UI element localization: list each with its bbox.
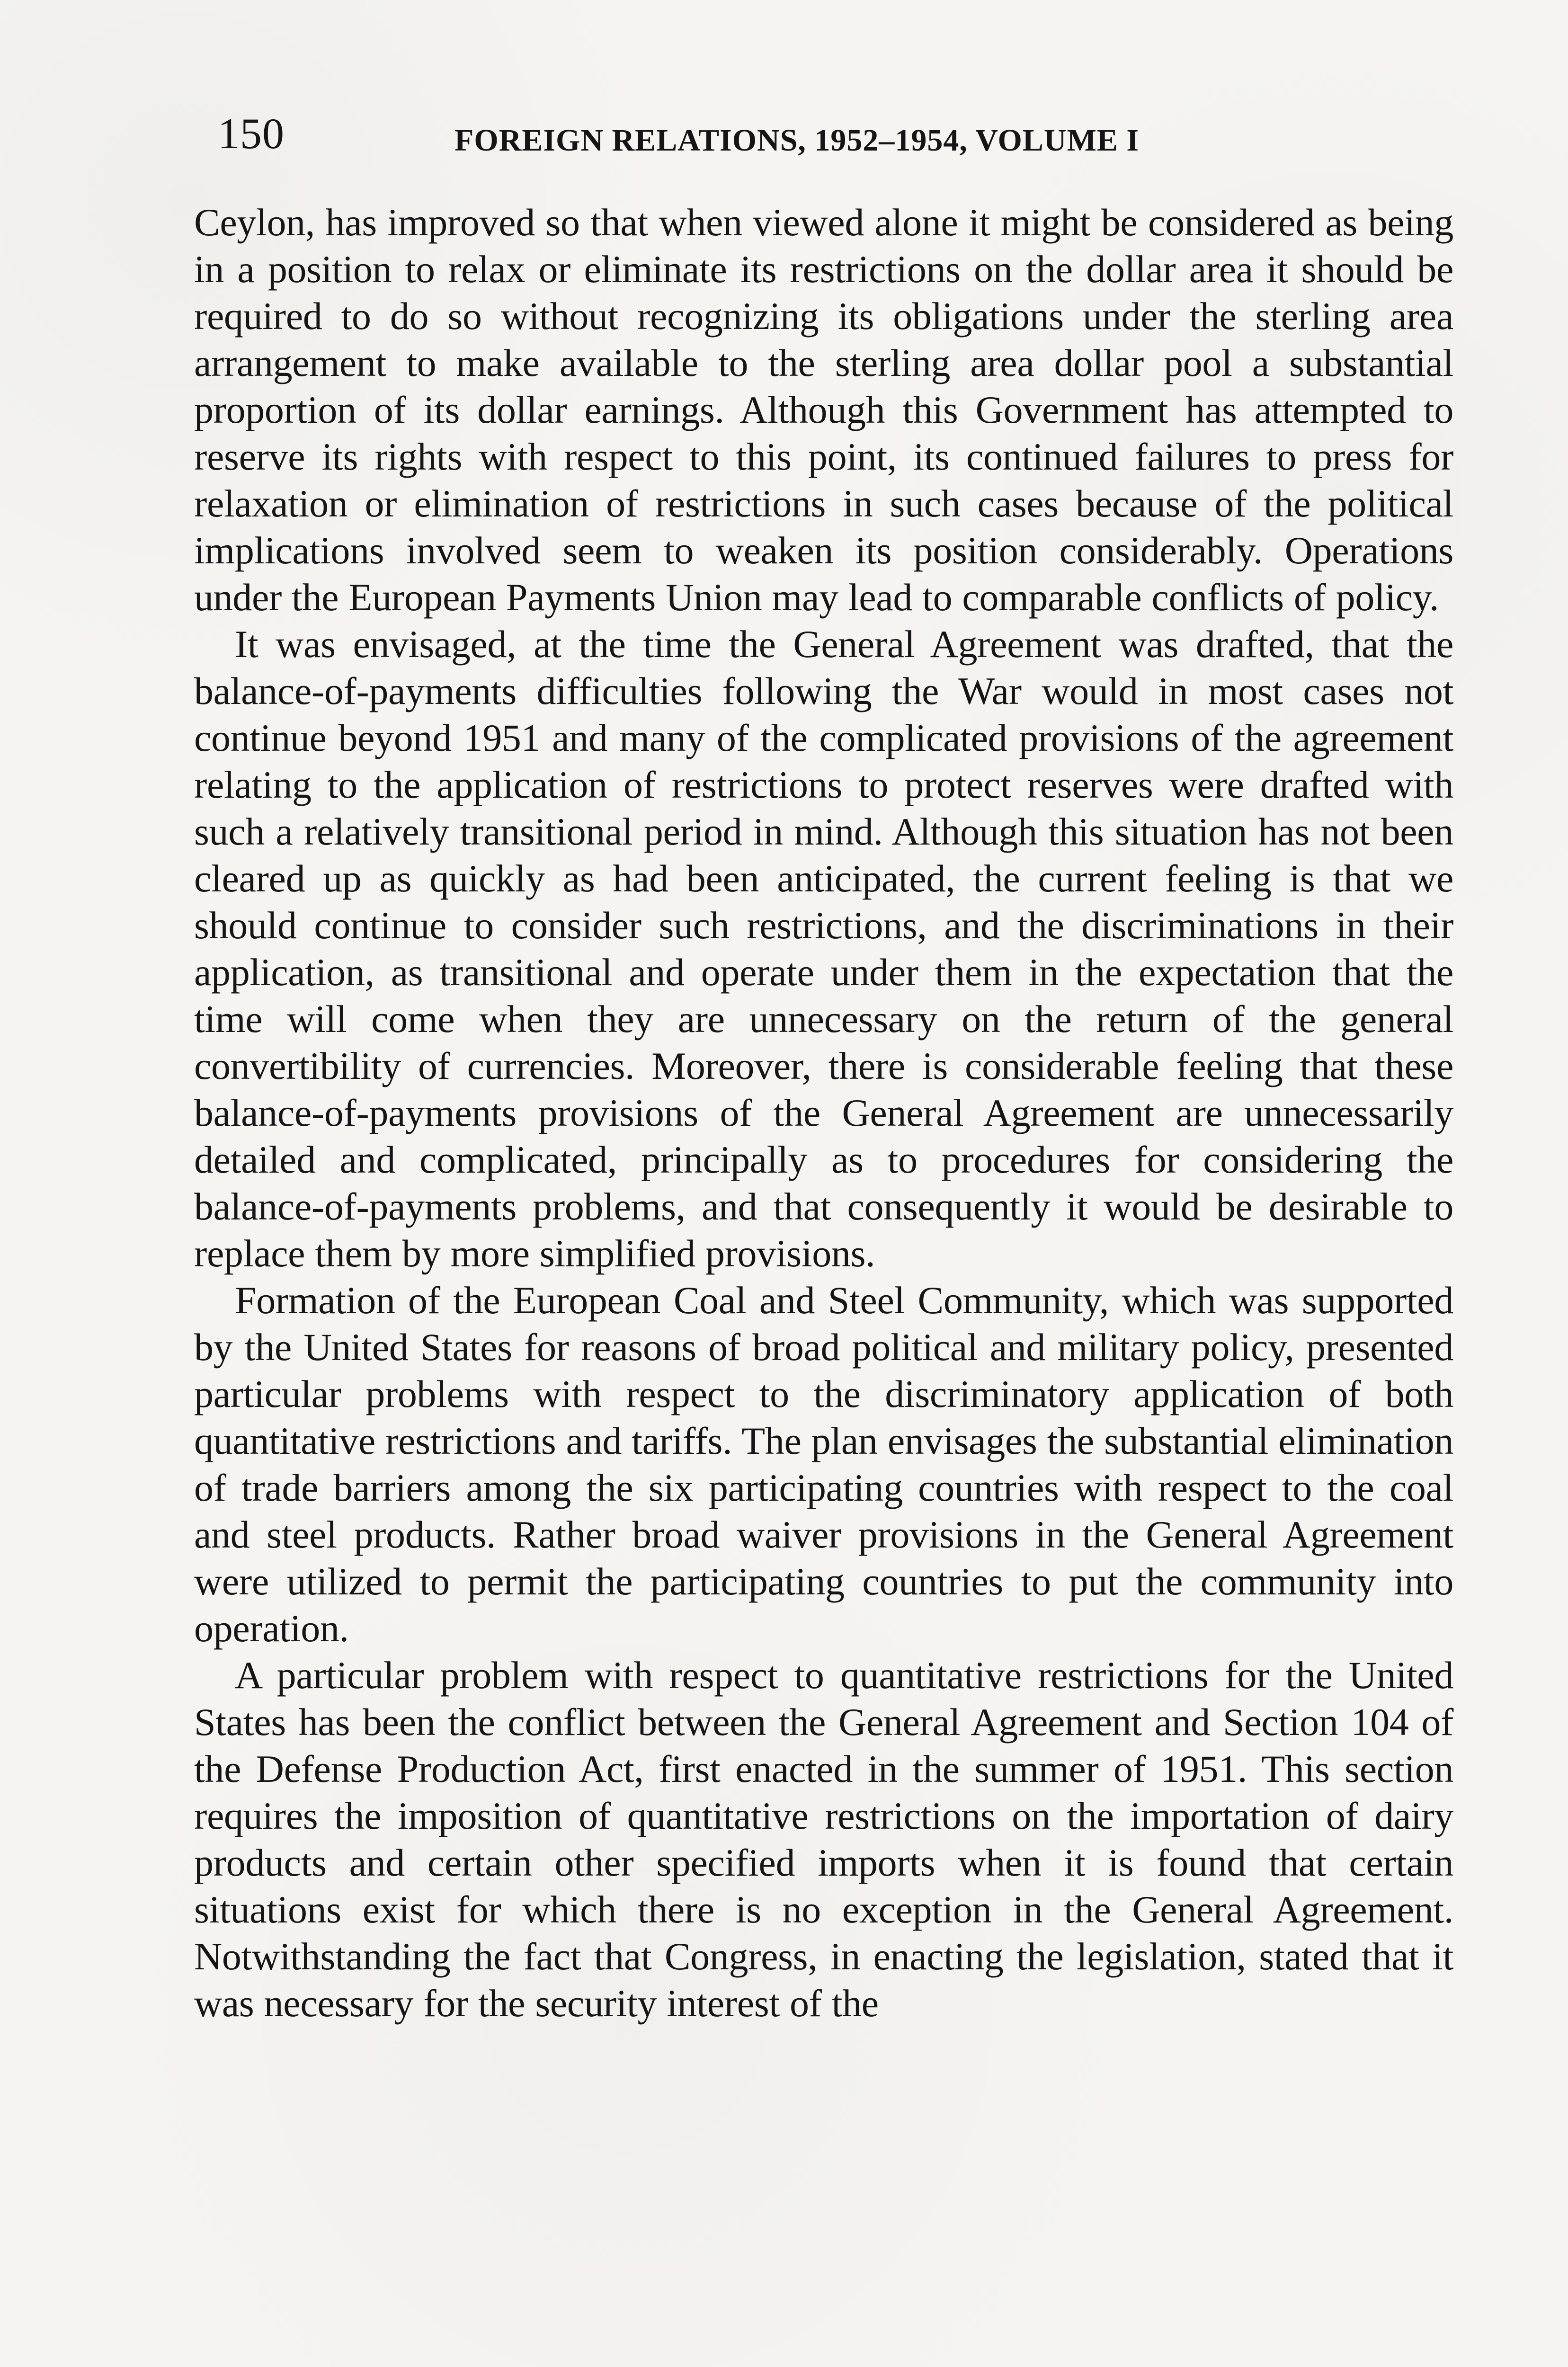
body-text	[194, 199, 1453, 2027]
page-header	[218, 110, 1439, 162]
paragraph-general-agreement: It was envisaged, at the time the General Agreement was drafted, that the balance-of-payments difficulties following the War would in most cases not continue beyond 1951 and many of the complicated provisions of the agreement relating to the application of restrictions to protect reserves were drafted with such a relatively transitional period in mind. Although this situation has not been cleared up as quickly as had been anticipated, the current feeling is that we should continue to consider such restrictions, and the discriminations in their application, as transitional and operate under them in the expectation that the time will come when they are unnecessary on the return of the general convertibility of currencies. Moreover, there is considerable feeling that these balance-of-payments provisions of the General Agreement are unnecessarily detailed and complicated, principally as to procedures for considering the balance-of-payments problems, and that consequently it would be desirable to replace them by more simplified provisions.	[194, 623, 1453, 1275]
paragraph-defense-production-act: A particular problem with respect to quantitative restrictions for the United States has been the conflict between the General Agreement and Section 104 of the Defense Production Act, first enacted in the summer of 1951. This section requires the imposition of quantitative restrictions on the importation of dairy products and certain other specified imports when it is found that certain situations exist for which there is no exception in the General Agreement. Notwithstanding the fact that Congress, in enacting the legislation, stated that it was necessary for the security interest of the	[194, 1654, 1453, 2025]
running-head: FOREIGN RELATIONS, 1952–1954, VOLUME I	[454, 123, 1140, 158]
page-number: 150	[218, 109, 285, 158]
paragraph-ceylon: Ceylon, has improved so that when viewed alone it might be considered as being in a position to relax or eliminate its restrictions on the dollar area it should be required to do so without recognizing its obligations under the sterling area arrangement to make available to the sterling area dollar pool a substantial proportion of its dollar earnings. Although this Government has attempted to reserve its rights with respect to this point, its continued failures to press for relaxation or elimination of restrictions in such cases because of the political implications involved seem to weaken its position considerably. Operations under the European Payments Union may lead to comparable conflicts of policy.	[194, 201, 1453, 619]
paragraph-coal-steel-community: Formation of the European Coal and Steel Community, which was supported by the United States for reasons of broad political and military policy, presented particular problems with respect to the discriminatory application of both quantitative restrictions and tariffs. The plan envisages the substantial elimination of trade barriers among the six participating countries with respect to the coal and steel products. Rather broad waiver provisions in the General Agreement were utilized to permit the participating countries to put the community into operation.	[194, 1279, 1453, 1650]
